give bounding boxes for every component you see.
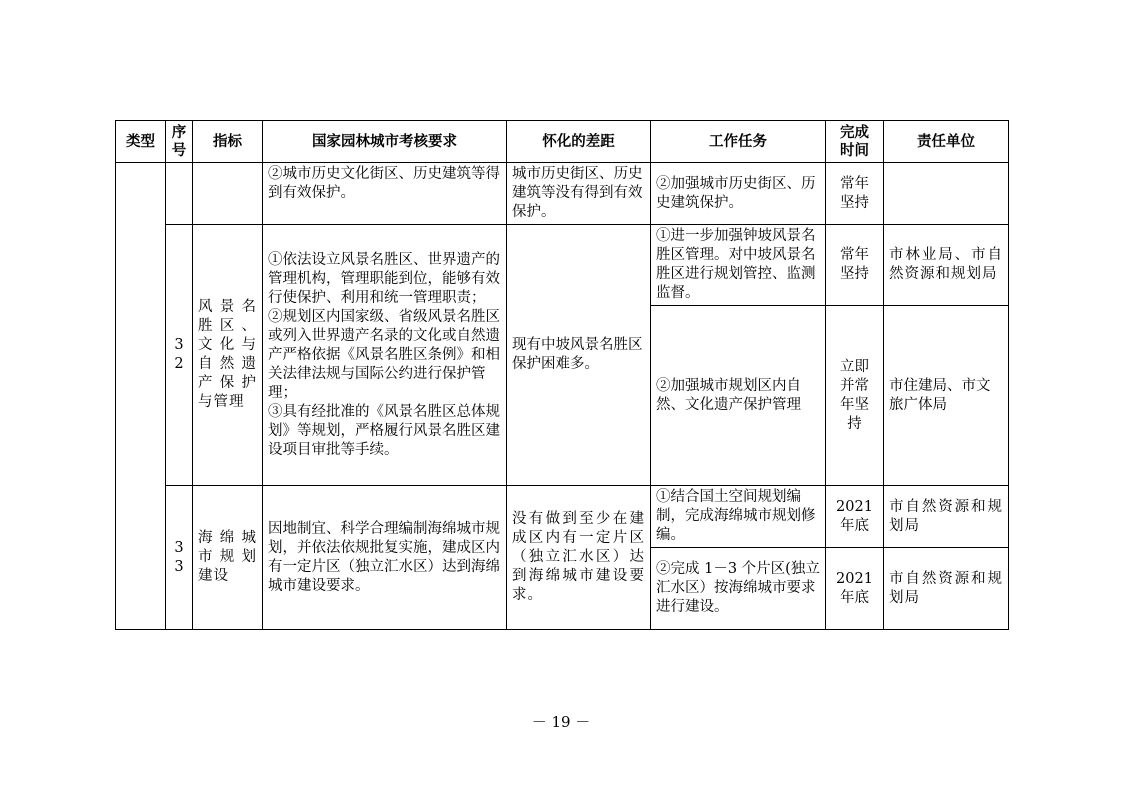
requirement-cell: 因地制宜、科学合理编制海绵城市规划，并依法依规批复实施，建成区内有一定片区（独立汇水区）达到海绵城市建设要求。	[263, 486, 507, 630]
seq-cell	[166, 163, 193, 225]
type-cell	[116, 163, 166, 630]
task-cell: ①进一步加强钟坡风景名胜区管理。对中坡风景名胜区进行规划管控、监测监督。	[651, 225, 826, 306]
seq-cell: 33	[166, 486, 193, 630]
table-row	[116, 486, 1009, 548]
requirements-table	[115, 120, 1009, 630]
gap-cell: 城市历史街区、历史建筑等没有得到有效保护。	[507, 163, 651, 225]
header-indicator: 指标	[193, 121, 263, 163]
header-unit: 责任单位	[884, 121, 1009, 163]
time-cell: 常年 坚持	[826, 163, 884, 225]
unit-cell: 市林业局、市自然资源和规划局	[884, 225, 1009, 306]
unit-cell: 市自然资源和规划局	[884, 548, 1009, 630]
seq-cell: 32	[166, 225, 193, 486]
task-cell: ②加强城市历史街区、历史建筑保护。	[651, 163, 826, 225]
indicator-cell: 风景名胜区、文化与自然遗产保护与管理	[193, 225, 263, 486]
header-requirement: 国家园林城市考核要求	[263, 121, 507, 163]
requirement-cell: ①依法设立风景名胜区、世界遗产的管理机构，管理职能到位，能够有效行使保护、利用和统一管理职责； ②规划区内国家级、省级风景名胜区或列入世界遗产名录的文化或自然遗产严格依据《风景名胜区条例》和相关法律法规与国际公约进行保护管理； ③具有经批准的《风景名胜区总体规划》等规划，严格履行风景名胜区建设项目审批等手续。	[263, 225, 507, 486]
indicator-cell: 海绵城市规划建设	[193, 486, 263, 630]
header-time: 完成 时间	[826, 121, 884, 163]
time-cell: 2021 年底	[826, 486, 884, 548]
header-gap: 怀化的差距	[507, 121, 651, 163]
unit-cell: 市自然资源和规划局	[884, 486, 1009, 548]
time-cell: 立即 并常 年坚 持	[826, 306, 884, 486]
unit-cell: 市住建局、市文旅广体局	[884, 306, 1009, 486]
time-cell: 常年 坚持	[826, 225, 884, 306]
table-row	[116, 225, 1009, 306]
task-cell: ①结合国土空间规划编制，完成海绵城市规划修编。	[651, 486, 826, 548]
time-cell: 2021 年底	[826, 548, 884, 630]
indicator-cell	[193, 163, 263, 225]
header-seq: 序 号	[166, 121, 193, 163]
requirement-cell: ②城市历史文化街区、历史建筑等得到有效保护。	[263, 163, 507, 225]
task-cell: ②完成 1－3 个片区(独立汇水区）按海绵城市要求进行建设。	[651, 548, 826, 630]
table-row	[116, 163, 1009, 225]
gap-cell: 没有做到至少在建成区内有一定片区（独立汇水区）达到海绵城市建设要求。	[507, 486, 651, 630]
page-number: － 19 －	[531, 713, 591, 731]
unit-cell	[884, 163, 1009, 225]
header-task: 工作任务	[651, 121, 826, 163]
header-row	[116, 121, 1009, 163]
task-cell: ②加强城市规划区内自然、文化遗产保护管理	[651, 306, 826, 486]
header-type: 类型	[116, 121, 166, 163]
gap-cell: 现有中坡风景名胜区保护困难多。	[507, 225, 651, 486]
